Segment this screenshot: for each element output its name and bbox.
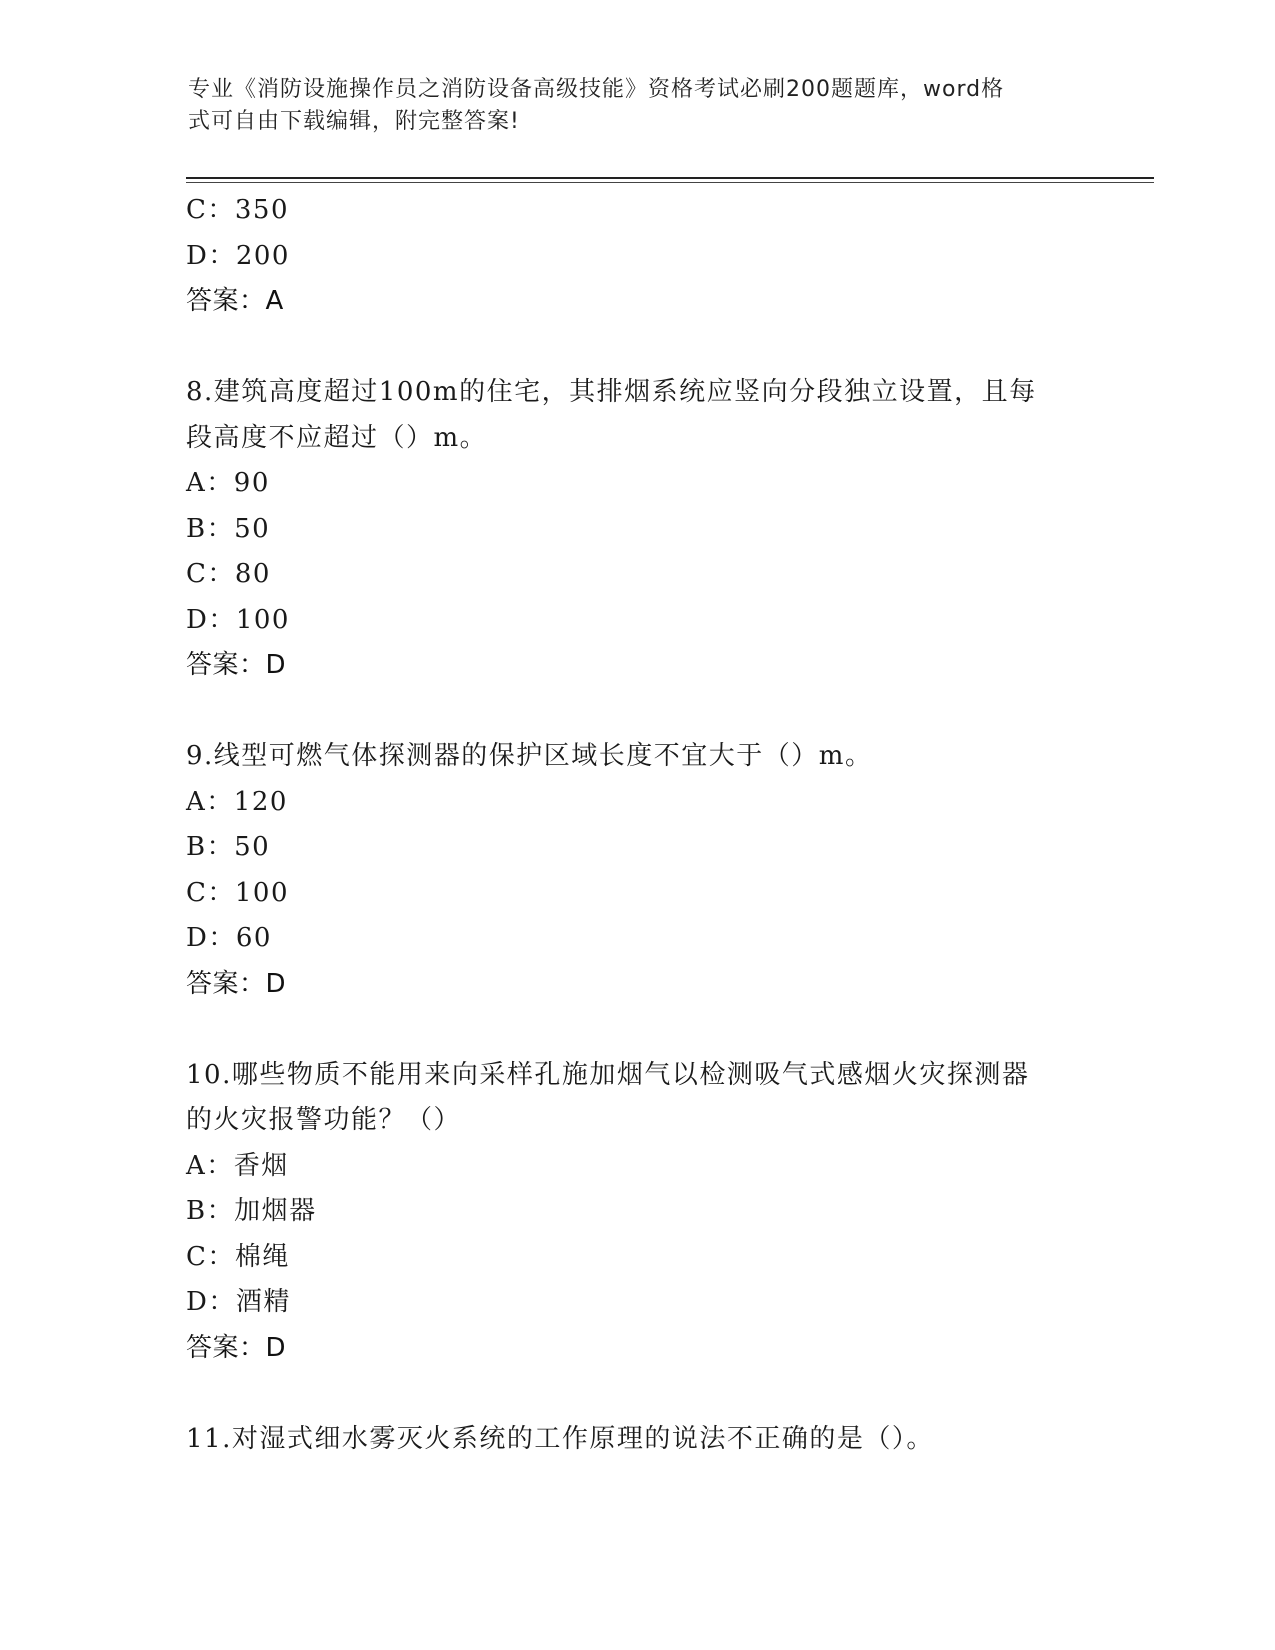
answer-line: 答案：D bbox=[186, 650, 287, 680]
question-stem-line-1: 9.线型可燃气体探测器的保护区域长度不宜大于（）m。 bbox=[186, 741, 873, 771]
question-10 bbox=[186, 1053, 1086, 1372]
header-divider-thin bbox=[186, 182, 1154, 183]
option-b: B：50 bbox=[186, 513, 271, 544]
option-a: A：120 bbox=[186, 786, 288, 817]
option-c: C：80 bbox=[186, 559, 271, 589]
question-stem-line-1: 10.哪些物质不能用来向采样孔施加烟气以检测吸气式感烟火灾探测器 bbox=[186, 1059, 1030, 1090]
document-header bbox=[188, 74, 1068, 138]
answer-line: 答案：D bbox=[186, 968, 287, 999]
question-stem-line-1: 11.对湿式细水雾灭火系统的工作原理的说法不正确的是（）。 bbox=[186, 1423, 934, 1454]
option-c: C：350 bbox=[186, 195, 290, 225]
option-a: A：香烟 bbox=[186, 1150, 289, 1181]
answer-line: 答案：D bbox=[186, 1332, 287, 1363]
header-line-1: 专业《消防设施操作员之消防设备高级技能》资格考试必刷200题题库，word格 bbox=[188, 77, 1005, 102]
question-11 bbox=[186, 1417, 1086, 1463]
question-9 bbox=[186, 734, 1086, 1007]
question-stem-line-1: 8.建筑高度超过100m的住宅，其排烟系统应竖向分段独立设置，且每 bbox=[186, 377, 1037, 407]
question-stem-line-2: 的火灾报警功能？（） bbox=[186, 1105, 462, 1135]
header-line-2: 式可自由下载编辑，附完整答案! bbox=[188, 109, 520, 134]
option-d: D：100 bbox=[186, 604, 290, 635]
option-d: D：60 bbox=[186, 923, 272, 953]
option-c: C：棉绳 bbox=[186, 1241, 290, 1272]
option-d: D：酒精 bbox=[186, 1287, 291, 1317]
option-b: B：50 bbox=[186, 832, 271, 862]
header-divider-thick bbox=[186, 177, 1154, 179]
question-7-continued bbox=[186, 188, 1086, 325]
option-b: B：加烟器 bbox=[186, 1196, 317, 1226]
option-d: D：200 bbox=[186, 240, 290, 271]
option-c: C：100 bbox=[186, 877, 290, 908]
question-stem-line-2: 段高度不应超过（）m。 bbox=[186, 422, 488, 453]
option-a: A：90 bbox=[186, 468, 270, 498]
answer-line: 答案：A bbox=[186, 286, 284, 316]
question-8 bbox=[186, 370, 1086, 689]
question-list bbox=[186, 188, 1086, 1462]
